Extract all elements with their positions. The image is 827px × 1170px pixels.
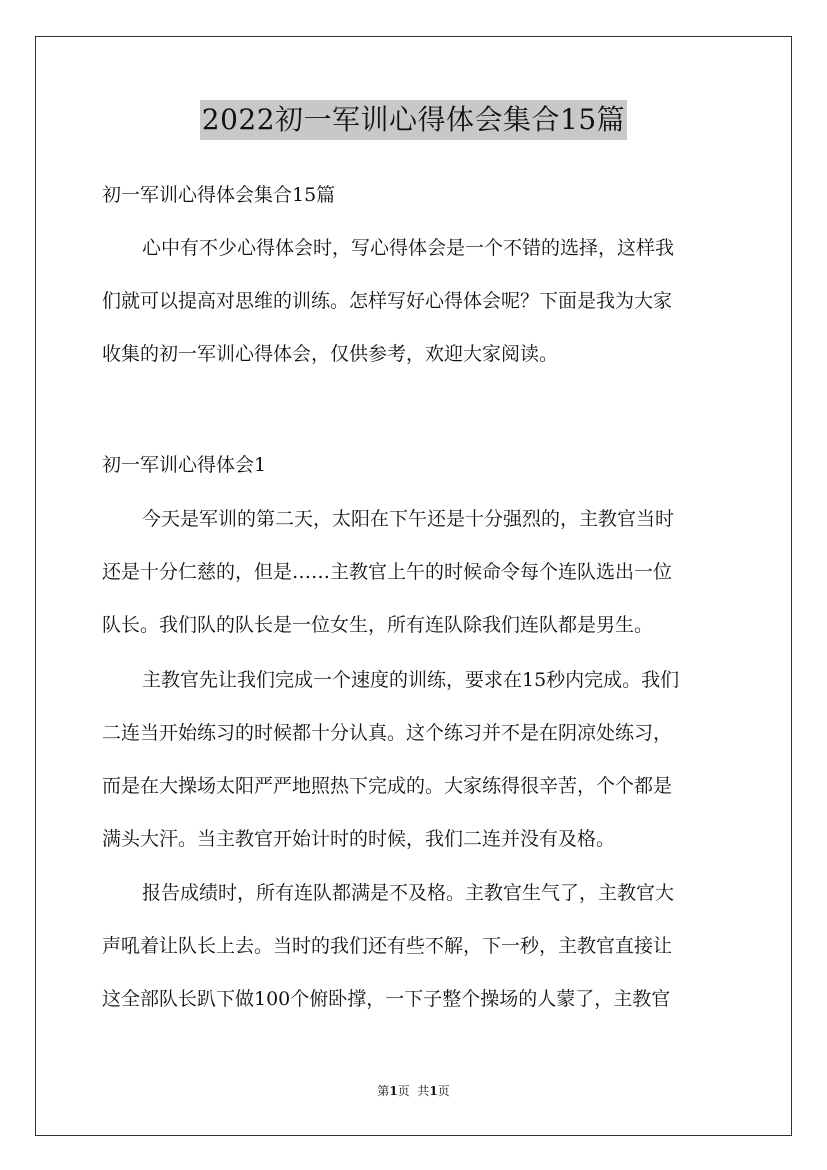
page-footer (0, 1083, 827, 1099)
intro-line: 们就可以提高对思维的训练。怎样写好心得体会呢？下面是我为大家 (102, 290, 673, 312)
footer-page-total: 1 (429, 1084, 438, 1098)
intro-line: 心中有不少心得体会时，写心得体会是一个不错的选择，这样我 (142, 237, 675, 259)
paragraph-line: 二连当开始练习的时候都十分认真。这个练习并不是在阴凉处练习， (102, 722, 673, 744)
document-subtitle: 初一军训心得体会集合15篇 (102, 184, 336, 206)
title-wrap (0, 100, 827, 140)
footer-page-mid: 页 共 (397, 1084, 430, 1098)
intro-line: 收集的初一军训心得体会，仅供参考，欢迎大家阅读。 (102, 343, 559, 365)
paragraph-line: 满头大汗。当主教官开始计时的时候，我们二连并没有及格。 (102, 828, 616, 850)
paragraph-line: 这全部队长趴下做100个俯卧撑，一下子整个操场的人蒙了，主教官 (102, 988, 671, 1010)
document-title: 2022初一军训心得体会集合15篇 (200, 100, 627, 140)
section-heading: 初一军训心得体会1 (102, 454, 267, 476)
footer-page-current: 1 (389, 1084, 398, 1098)
footer-page-suffix: 页 (437, 1084, 450, 1098)
footer-page-prefix: 第 (377, 1084, 390, 1098)
paragraph-line: 主教官先让我们完成一个速度的训练，要求在15秒内完成。我们 (142, 669, 680, 691)
paragraph-line: 而是在大操场太阳严严地照热下完成的。大家练得很辛苦，个个都是 (102, 775, 673, 797)
paragraph-line: 今天是军训的第二天，太阳在下午还是十分强烈的，主教官当时 (142, 508, 675, 530)
paragraph-line: 队长。我们队的队长是一位女生，所有连队除我们连队都是男生。 (102, 614, 654, 636)
paragraph-line: 声吼着让队长上去。当时的我们还有些不解，下一秒，主教官直接让 (102, 935, 673, 957)
paragraph-line: 还是十分仁慈的，但是……主教官上午的时候命令每个连队选出一位 (102, 561, 673, 583)
paragraph-line: 报告成绩时，所有连队都满是不及格。主教官生气了，主教官大 (142, 882, 675, 904)
